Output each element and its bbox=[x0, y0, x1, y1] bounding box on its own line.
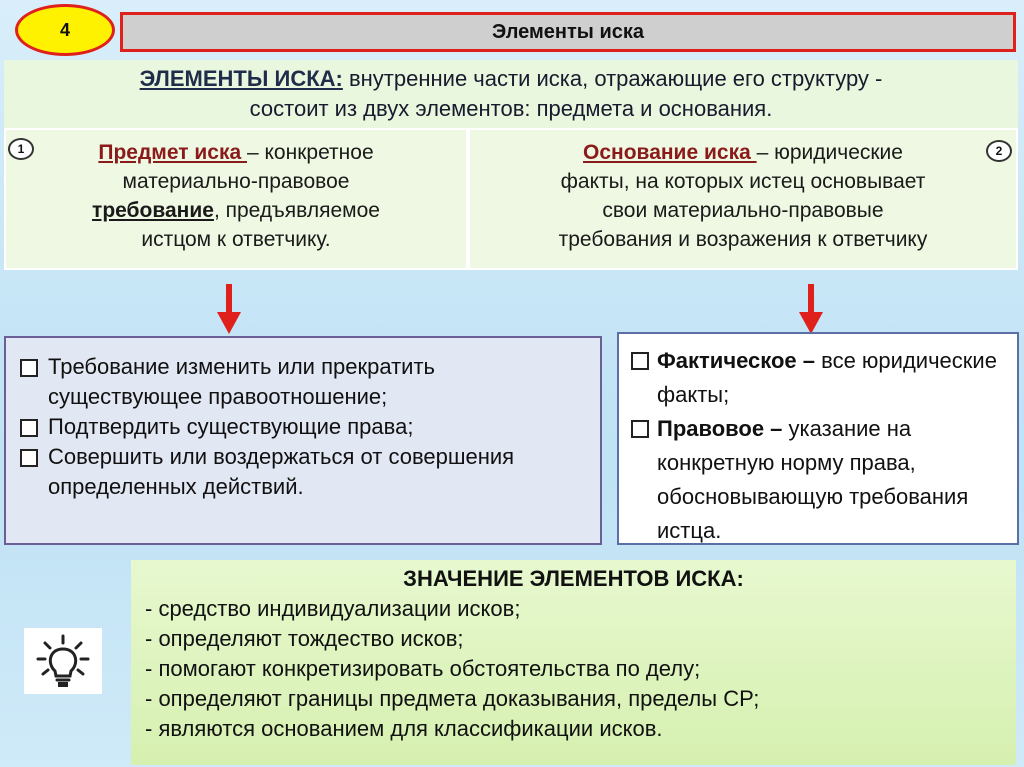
list-item: - помогают конкретизировать обстоятельства по делу; bbox=[145, 656, 701, 681]
definition-line-2: состоит из двух элементов: предмета и основания. bbox=[249, 96, 773, 121]
list-item: Совершить или воздержаться от совершения определенных действий. bbox=[20, 442, 590, 502]
basis-line-2: факты, на которых истец основывает bbox=[560, 170, 926, 193]
definition-text: внутренние части иска, отражающие его структуру - bbox=[342, 66, 883, 91]
checkbox-bullet-icon bbox=[631, 352, 649, 370]
arrow-down-icon bbox=[799, 284, 823, 334]
definition-box bbox=[4, 60, 1018, 128]
subject-line-4: истцом к ответчику. bbox=[141, 228, 331, 251]
slide-title-bar bbox=[120, 12, 1016, 52]
basis-line-3: свои материально-правовые bbox=[602, 199, 884, 222]
significance-title: ЗНАЧЕНИЕ ЭЛЕМЕНТОВ ИСКА: bbox=[403, 566, 744, 591]
basis-list bbox=[617, 332, 1019, 545]
slide-number: 4 bbox=[59, 19, 70, 40]
subject-index-badge: 1 bbox=[8, 138, 34, 160]
list-item: Правовое – указание на конкретную норму права, обосновывающую требования истца. bbox=[631, 412, 1007, 548]
list-item: Требование изменить или прекратить существующее правоотношение; bbox=[20, 352, 590, 412]
slide-title: Элементы иска bbox=[491, 20, 644, 43]
subject-term: Предмет иска bbox=[98, 141, 247, 164]
arrow-down-icon bbox=[217, 284, 241, 334]
basis-line-4: требования и возражения к ответчику bbox=[558, 228, 928, 251]
list-item: - средство индивидуализации исков; bbox=[145, 596, 521, 621]
slide-number-badge bbox=[15, 4, 115, 56]
basis-box bbox=[468, 128, 1018, 270]
subject-line-3: требование, предъявляемое bbox=[92, 199, 380, 222]
basis-index-badge: 2 bbox=[986, 140, 1012, 162]
list-item: - определяют границы предмета доказывания, пределы СР; bbox=[145, 686, 760, 711]
list-item: Фактическое – все юридические факты; bbox=[631, 344, 1007, 412]
basis-term: Основание иска bbox=[583, 141, 757, 164]
list-item: - определяют тождество исков; bbox=[145, 626, 464, 651]
list-item: - являются основанием для классификации исков. bbox=[145, 716, 663, 741]
subject-box bbox=[4, 128, 468, 270]
subject-line-1: Предмет иска – конкретное bbox=[98, 141, 374, 164]
basis-line-1: Основание иска – юридические bbox=[583, 141, 903, 164]
subject-term-2: требование bbox=[92, 199, 214, 222]
definition-term: ЭЛЕМЕНТЫ ИСКА: bbox=[139, 66, 343, 91]
subject-list bbox=[4, 336, 602, 545]
definition-line-1 bbox=[4, 64, 1018, 94]
subject-line-2: материально-правовое bbox=[122, 170, 350, 193]
significance-box bbox=[131, 560, 1016, 765]
checkbox-bullet-icon bbox=[20, 359, 38, 377]
checkbox-bullet-icon bbox=[631, 420, 649, 438]
list-item: Подтвердить существующие права; bbox=[20, 412, 590, 442]
checkbox-bullet-icon bbox=[20, 419, 38, 437]
checkbox-bullet-icon bbox=[20, 449, 38, 467]
lightbulb-icon bbox=[24, 628, 102, 694]
